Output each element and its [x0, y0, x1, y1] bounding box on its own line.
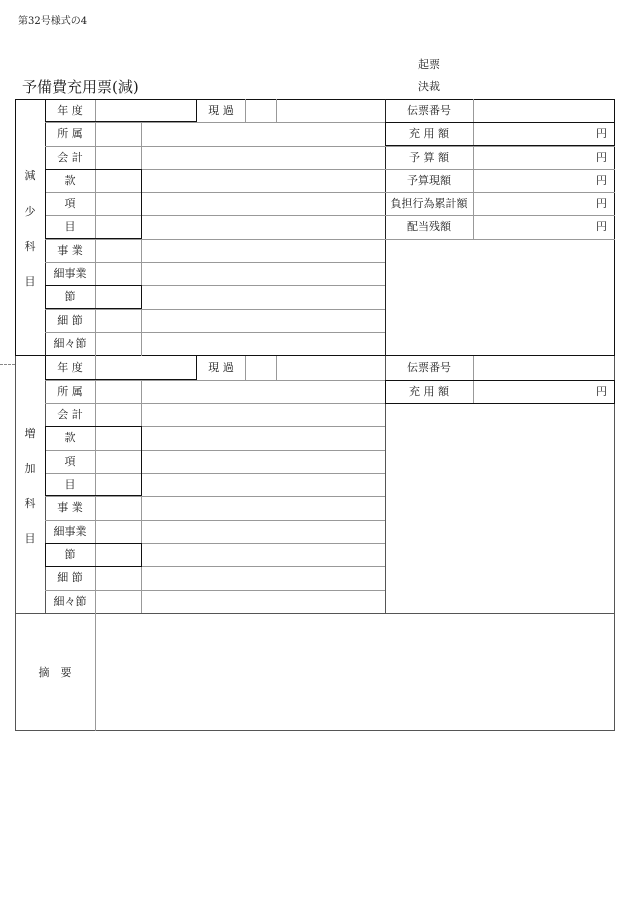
increase-kan-kou-moku-box [45, 426, 142, 496]
increase-side-label-4: 目 [24, 532, 36, 545]
increase-denpyo-label: 伝票番号 [407, 361, 451, 374]
increase-yen-1: 円 [596, 385, 607, 398]
decrease-kan-kou-moku-box [45, 169, 142, 239]
increase-saisetsu-label: 細 節 [57, 571, 83, 584]
decrease-yen-3: 円 [596, 174, 607, 187]
form-title: 予備費充用票(減) [22, 78, 139, 96]
decrease-side-label-1: 減 [24, 169, 36, 182]
decrease-saisetsu-label: 細 節 [57, 314, 83, 327]
increase-setsu-label: 節 [64, 548, 76, 561]
increase-moku-label: 目 [64, 478, 76, 491]
increase-jigyo-label: 事 業 [57, 501, 83, 514]
increase-shozoku-label: 所 属 [57, 385, 83, 398]
decrease-yen-5: 円 [596, 220, 607, 233]
decrease-shozoku-label: 所 属 [57, 127, 83, 140]
decrease-denpyo-label: 伝票番号 [407, 104, 451, 117]
decrease-yen-1: 円 [596, 127, 607, 140]
decrease-yosangen-label: 予算現額 [407, 174, 451, 187]
decrease-setsu-label: 節 [64, 290, 76, 303]
decrease-jigyo-label: 事 業 [57, 244, 83, 257]
increase-kou-label: 項 [64, 455, 76, 468]
decrease-nendo-label: 年 度 [57, 104, 83, 117]
decrease-moku-label: 目 [64, 220, 76, 233]
decrease-haitou-label: 配当残額 [407, 220, 451, 233]
increase-saijigyo-label: 細事業 [53, 525, 87, 538]
summary-label: 摘 要 [38, 666, 72, 679]
decrease-side-label-4: 目 [24, 275, 36, 288]
kihyo-label: 起票 [418, 58, 440, 71]
decrease-yosan-label: 予 算 額 [409, 151, 449, 164]
decrease-side-label-3: 科 [24, 240, 36, 253]
decrease-yen-4: 円 [596, 197, 607, 210]
decrease-genka-label: 現 過 [208, 104, 234, 117]
decrease-kou-label: 項 [64, 197, 76, 210]
increase-side-label-2: 加 [24, 462, 36, 475]
form-number: 第32号様式の4 [18, 16, 88, 27]
increase-nendo-label: 年 度 [57, 361, 83, 374]
decrease-setsu-box [45, 285, 142, 309]
increase-genka-label: 現 過 [208, 361, 234, 374]
decrease-futan-label: 負担行為累計額 [390, 197, 468, 210]
decrease-yen-2: 円 [596, 151, 607, 164]
increase-side-label-1: 増 [24, 427, 36, 440]
fold-mark [0, 364, 15, 365]
decrease-kan-label: 款 [64, 174, 76, 187]
increase-juyo-label: 充 用 額 [409, 385, 449, 398]
decrease-saijigyo-label: 細事業 [53, 267, 87, 280]
increase-saisaisetsu-label: 細々節 [53, 595, 87, 608]
increase-side-label-3: 科 [24, 497, 36, 510]
decrease-saisaisetsu-label: 細々節 [53, 337, 87, 350]
increase-setsu-box [45, 543, 142, 567]
increase-kan-label: 款 [64, 431, 76, 444]
increase-kaikei-label: 会 計 [57, 408, 83, 421]
decrease-juyo-label: 充 用 額 [409, 127, 449, 140]
decrease-kaikei-label: 会 計 [57, 151, 83, 164]
decrease-side-label-2: 少 [24, 205, 36, 218]
kessai-label: 決裁 [418, 80, 440, 93]
